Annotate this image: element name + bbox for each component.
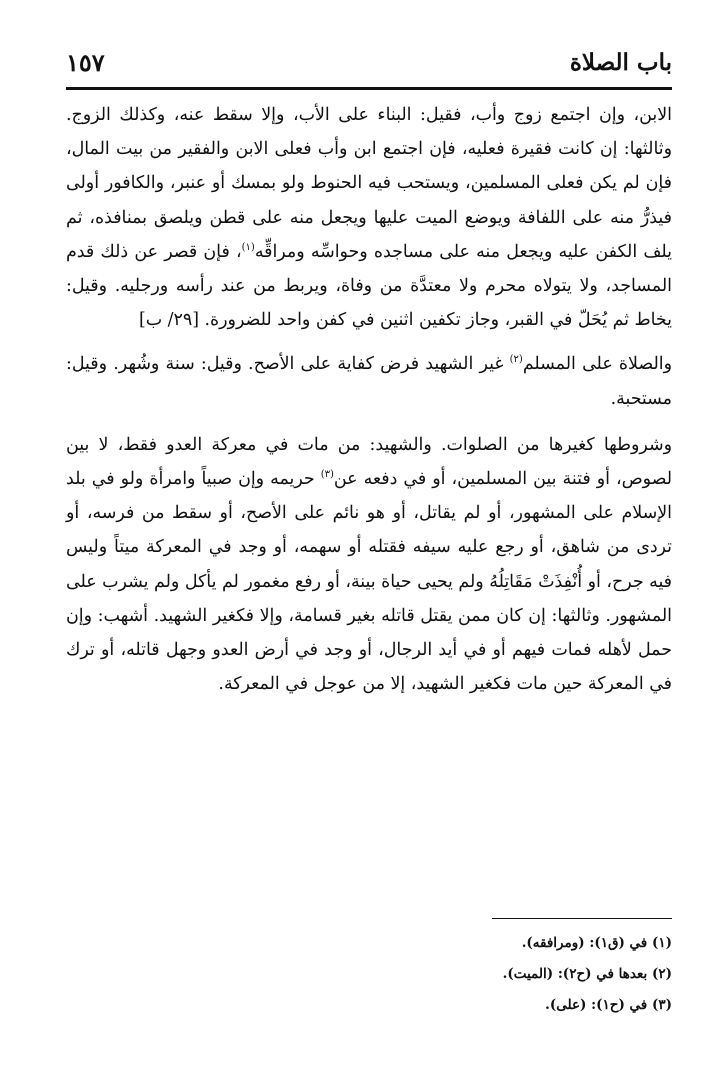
paragraph-martyr	[66, 428, 672, 702]
footnote-marker: (١)	[241, 242, 255, 254]
header-rule	[66, 87, 672, 90]
paragraph-text-continued: ، فإن قصر عن ذلك قدم المساجد، ولا يتولاه محرم ولا معتدَّة من وفاة، ويربط من عند رأسه ورجليه. وقيل: يخاط ثم يُحَلّ في القبر، وجاز تكفين اثنين في كفن واحد للضرورة. [٢٩/ ب]	[66, 241, 672, 331]
footnote: (٣) في (ح١): (على).	[545, 997, 672, 1013]
paragraph-text: الابن، وإن اجتمع زوج وأب، فقيل: البناء على الأب، وإلا سقط عنه، وكذلك الزوج. وثالثها: إن كانت فقيرة فعليه، فإن اجتمع ابن وأب فعلى الابن والفقير من بيت المال، فإن لم يكن فعلى المسلمين، ويستحب فيه الحنوط ولو بمسك أو عنبر، والكافور أولى فيذرُّ منه على اللفافة ويوضع الميت عليها ويجعل منه على قطن ويلصق بمنافذه، ثم يلف الكفن عليه ويجعل منه على مساجده وحواسِّه ومراقِّه	[66, 105, 672, 262]
paragraph-text-continued: حريمه وإن صبياً وامرأة ولو في بلد الإسلام على المشهور، أو لم يقاتل، أو هو نائم على الأصح، أو سقط من فرسه، أو تردى من شاهق، أو رجع عليه سيفه فقتله أو سهمه، أو وجد في المعركة ميتاً وليس فيه جرح، أو أُنْفِذَتْ مَقَاتِلُهُ ولم يحيى حياة بينة، أو رفع مغمور لم يأكل ولم يشرب على المشهور. وثالثها: إن كان ممن يقتل قاتله بغير قسامة، وإلا فكغير الشهيد. أشهب: وإن حمل لأهله فمات فيهم أو في أيد الرجال، أو وجد في أرض العدو وجهل قاتله، أو ترك في المعركة حين مات فكغير الشهيد، إلا من عوجل في المعركة.	[66, 469, 672, 695]
footnote-marker: (٣)	[320, 469, 334, 481]
running-header	[66, 40, 672, 86]
footnote-marker: (٢)	[509, 354, 523, 366]
paragraph-funeral-prayer	[66, 347, 672, 415]
footnote-rule	[492, 918, 672, 919]
paragraph-shroud	[66, 98, 672, 337]
footnote: (٢) بعدها في (ح٢): (الميت).	[502, 966, 672, 982]
footnote: (١) في (ق١): (ومرافقه).	[521, 935, 672, 951]
paragraph-text: والصلاة على المسلم	[522, 354, 672, 375]
paragraph-text-continued: غير الشهيد فرض كفاية على الأصح. وقيل: سنة وشُهر. وقيل: مستحبة.	[66, 354, 672, 409]
main-text	[66, 98, 672, 701]
chapter-title: باب الصلاة	[569, 49, 672, 76]
footnotes	[66, 928, 672, 1021]
page-number: ١٥٧	[66, 48, 105, 77]
paragraph-text: وشروطها كغيرها من الصلوات. والشهيد: من مات في معركة العدو فقط، لا بين لصوص، أو فتنة بين المسلمين، أو في دفعه عن	[66, 434, 672, 490]
